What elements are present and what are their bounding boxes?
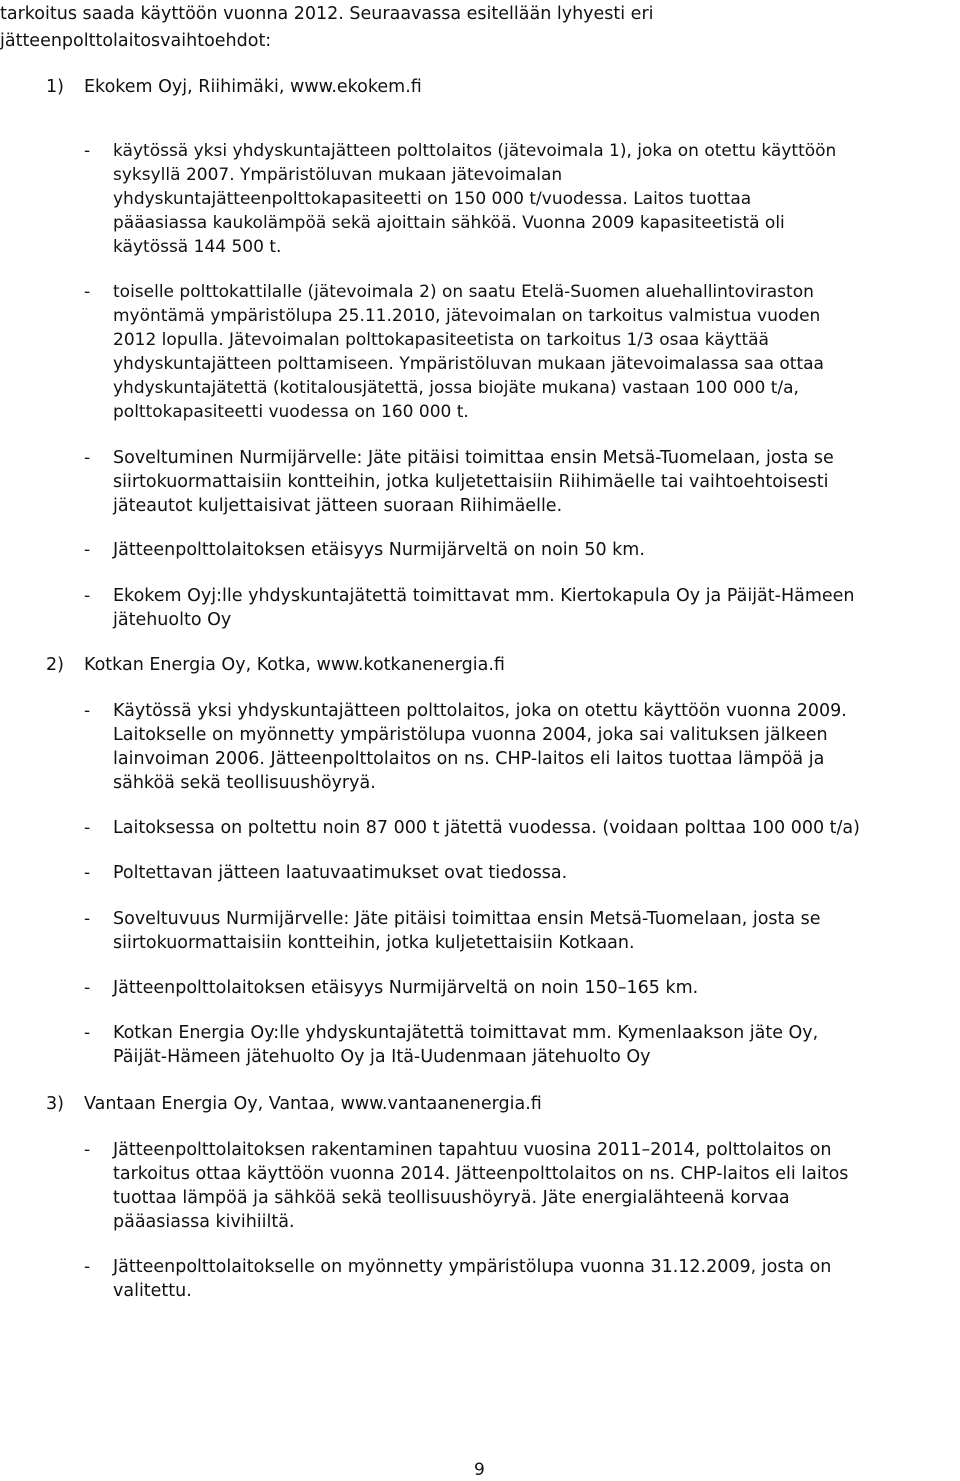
bullet-line: syksyllä 2007. Ympäristöluvan mukaan jätevoimalan	[113, 165, 563, 185]
bullet-marker: -	[84, 909, 91, 929]
section-number: 1)	[46, 77, 64, 97]
bullet-marker: -	[84, 586, 91, 606]
bullet-line: jäteautot kuljettaisivat jätteen suoraan Riihimäelle.	[113, 496, 563, 516]
bullet-line: siirtokuormattaisiin kontteihin, jotka kuljetettaisiin Kotkaan.	[113, 933, 635, 953]
bullet-line: siirtokuormattaisiin kontteihin, jotka kuljetettaisiin Riihimäelle tai vaihtoehtoisesti	[113, 472, 829, 492]
bullet-line: yhdyskuntajätteen polttamiseen. Ympäristöluvan mukaan jätevoimalassa saa ottaa	[113, 354, 824, 374]
bullet-line: Laitokselle on myönnetty ympäristölupa vuonna 2004, joka sai valituksen jälkeen	[113, 725, 828, 745]
bullet-line: toiselle polttokattilalle (jätevoimala 2) on saatu Etelä-Suomen aluehallintoviraston	[113, 282, 814, 302]
bullet-line: Laitoksessa on poltettu noin 87 000 t jätettä vuodessa. (voidaan polttaa 100 000 t/a)	[113, 818, 860, 838]
bullet-marker: -	[84, 282, 91, 302]
intro-line: tarkoitus saada käyttöön vuonna 2012. Seuraavassa esitellään lyhyesti eri	[0, 4, 654, 24]
section-number: 2)	[46, 655, 64, 675]
bullet-line: 2012 lopulla. Jätevoimalan polttokapasiteetista on tarkoitus 1/3 osaa käyttää	[113, 330, 769, 350]
bullet-line: myöntämä ympäristölupa 25.11.2010, jätevoimalan on tarkoitus valmistua vuoden	[113, 306, 821, 326]
bullet-line: Poltettavan jätteen laatuvaatimukset ovat tiedossa.	[113, 863, 568, 883]
bullet-marker: -	[84, 141, 91, 161]
bullet-line: Jätteenpolttolaitoksen etäisyys Nurmijärveltä on noin 150–165 km.	[113, 978, 699, 998]
bullet-marker: -	[84, 1257, 91, 1277]
section-heading: Vantaan Energia Oy, Vantaa, www.vantaanenergia.fi	[84, 1094, 542, 1114]
bullet-line: polttokapasiteetti vuodessa on 160 000 t.	[113, 402, 469, 422]
bullet-line: yhdyskuntajätettä (kotitalousjätettä, jossa biojäte mukana) vastaan 100 000 t/a,	[113, 378, 799, 398]
bullet-marker: -	[84, 701, 91, 721]
bullet-line: tuottaa lämpöä ja sähköä sekä teollisuushöyryä. Jäte energialähteenä korvaa	[113, 1188, 790, 1208]
bullet-line: jätehuolto Oy	[113, 610, 232, 630]
bullet-line: Soveltuvuus Nurmijärvelle: Jäte pitäisi toimittaa ensin Metsä-Tuomelaan, josta se	[113, 909, 821, 929]
bullet-line: käytössä yksi yhdyskuntajätteen polttolaitos (jätevoimala 1), joka on otettu käyttöön	[113, 141, 837, 161]
bullet-line: lainvoiman 2006. Jätteenpolttolaitos on ns. CHP-laitos eli laitos tuottaa lämpöä ja	[113, 749, 825, 769]
bullet-line: Jätteenpolttolaitoksen etäisyys Nurmijärveltä on noin 50 km.	[113, 540, 645, 560]
bullet-marker: -	[84, 863, 91, 883]
bullet-line: Ekokem Oyj:lle yhdyskuntajätettä toimittavat mm. Kiertokapula Oy ja Päijät-Hämeen	[113, 586, 855, 606]
bullet-marker: -	[84, 540, 91, 560]
bullet-line: Käytössä yksi yhdyskuntajätteen polttolaitos, joka on otettu käyttöön vuonna 2009.	[113, 701, 847, 721]
bullet-line: sähköä sekä teollisuushöyryä.	[113, 773, 376, 793]
bullet-line: Soveltuminen Nurmijärvelle: Jäte pitäisi toimittaa ensin Metsä-Tuomelaan, josta se	[113, 448, 834, 468]
bullet-line: pääasiassa kaukolämpöä sekä ajoittain sähköä. Vuonna 2009 kapasiteetistä oli	[113, 213, 785, 233]
bullet-line: yhdyskuntajätteenpolttokapasiteetti on 150 000 t/vuodessa. Laitos tuottaa	[113, 189, 752, 209]
bullet-line: pääasiassa kivihiiltä.	[113, 1212, 295, 1232]
page-number: 9	[474, 1460, 485, 1480]
bullet-marker: -	[84, 448, 91, 468]
section-number: 3)	[46, 1094, 64, 1114]
bullet-line: Jätteenpolttolaitokselle on myönnetty ympäristölupa vuonna 31.12.2009, josta on	[113, 1257, 832, 1277]
bullet-marker: -	[84, 978, 91, 998]
bullet-line: tarkoitus ottaa käyttöön vuonna 2014. Jätteenpolttolaitos on ns. CHP-laitos eli laitos	[113, 1164, 849, 1184]
bullet-line: käytössä 144 500 t.	[113, 237, 282, 257]
bullet-line: Päijät-Hämeen jätehuolto Oy ja Itä-Uudenmaan jätehuolto Oy	[113, 1047, 651, 1067]
bullet-marker: -	[84, 818, 91, 838]
section-heading: Kotkan Energia Oy, Kotka, www.kotkanenergia.fi	[84, 655, 505, 675]
section-heading: Ekokem Oyj, Riihimäki, www.ekokem.fi	[84, 77, 422, 97]
bullet-marker: -	[84, 1140, 91, 1160]
bullet-line: Kotkan Energia Oy:lle yhdyskuntajätettä toimittavat mm. Kymenlaakson jäte Oy,	[113, 1023, 819, 1043]
bullet-marker: -	[84, 1023, 91, 1043]
bullet-line: Jätteenpolttolaitoksen rakentaminen tapahtuu vuosina 2011–2014, polttolaitos on	[113, 1140, 832, 1160]
bullet-line: valitettu.	[113, 1281, 192, 1301]
intro-line: jätteenpolttolaitosvaihtoehdot:	[0, 31, 272, 51]
